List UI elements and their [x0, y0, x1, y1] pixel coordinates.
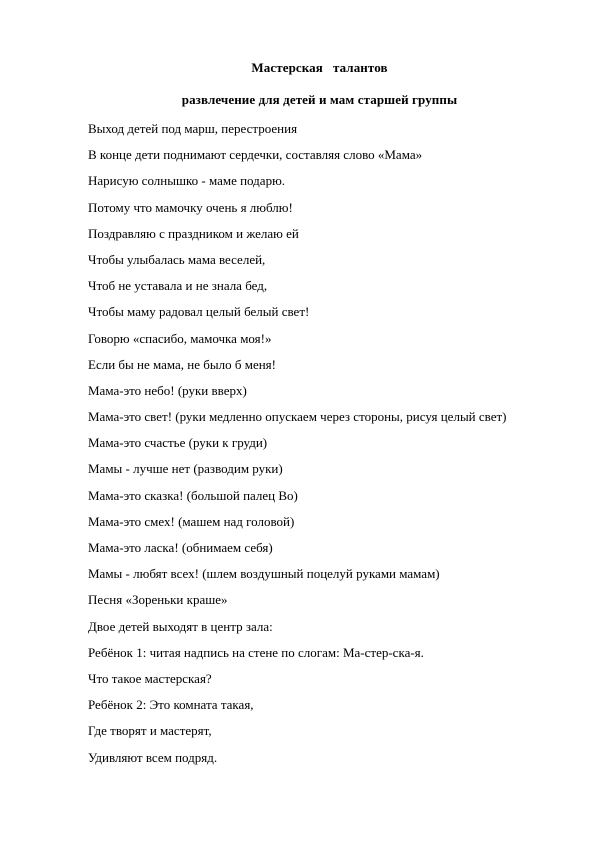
text-line: Чтобы маму радовал целый белый свет! [88, 304, 310, 320]
text-line: Где творят и мастерят, [88, 723, 212, 739]
text-line: Мама-это ласка! (обнимаем себя) [88, 540, 273, 555]
document-title: Мастерская талантов [251, 60, 388, 75]
text-line: Если бы не мама, не было б меня! [88, 356, 276, 372]
text-line: Поздравляю с праздником и желаю ей [88, 225, 299, 241]
text-line: Мамы - лучше нет (разводим руки) [88, 461, 283, 477]
text-line: Что такое мастерская? [88, 670, 212, 686]
text-line: Выход детей под марш, перестроения [88, 121, 298, 136]
text-line: Мама-это небо! (руки вверх) [88, 382, 247, 398]
text-line: Чтобы улыбалась мама веселей, [88, 251, 266, 267]
text-line: Говорю «спасибо, мамочка моя!» [88, 330, 272, 346]
text-line: Ребёнок 2: Это комната такая, [88, 697, 254, 713]
text-line: Мама-это счастье (руки к груди) [88, 435, 268, 451]
text-line: Ребёнок 1: читая надпись на стене по слогам: Ма-стер-ска-я. [88, 644, 424, 660]
text-line: Мама-это смех! (машем над головой) [88, 513, 295, 529]
text-line: Чтоб не уставала и не знала бед, [88, 278, 268, 294]
document-body [88, 120, 568, 775]
text-line: Мамы - любят всех! (шлем воздушный поцелуй руками мамам) [88, 566, 440, 582]
text-line: В конце дети поднимают сердечки, составляя слово «Мама» [88, 147, 423, 163]
text-line: Мама-это свет! (руки медленно опускаем через стороны, рисуя целый свет) [88, 409, 507, 425]
text-line: Нарисую солнышко - маме подарю. [88, 173, 286, 189]
text-line: Двое детей выходят в центр зала: [88, 618, 273, 634]
text-line: Мама-это сказка! (большой палец Во) [88, 487, 298, 503]
text-line: Удивляют всем подряд. [88, 749, 218, 765]
text-line: Песня «Зореньки краше» [88, 592, 228, 608]
document-subtitle: развлечение для детей и мам старшей группы [181, 92, 458, 107]
text-line: Потому что мамочку очень я люблю! [88, 199, 293, 215]
